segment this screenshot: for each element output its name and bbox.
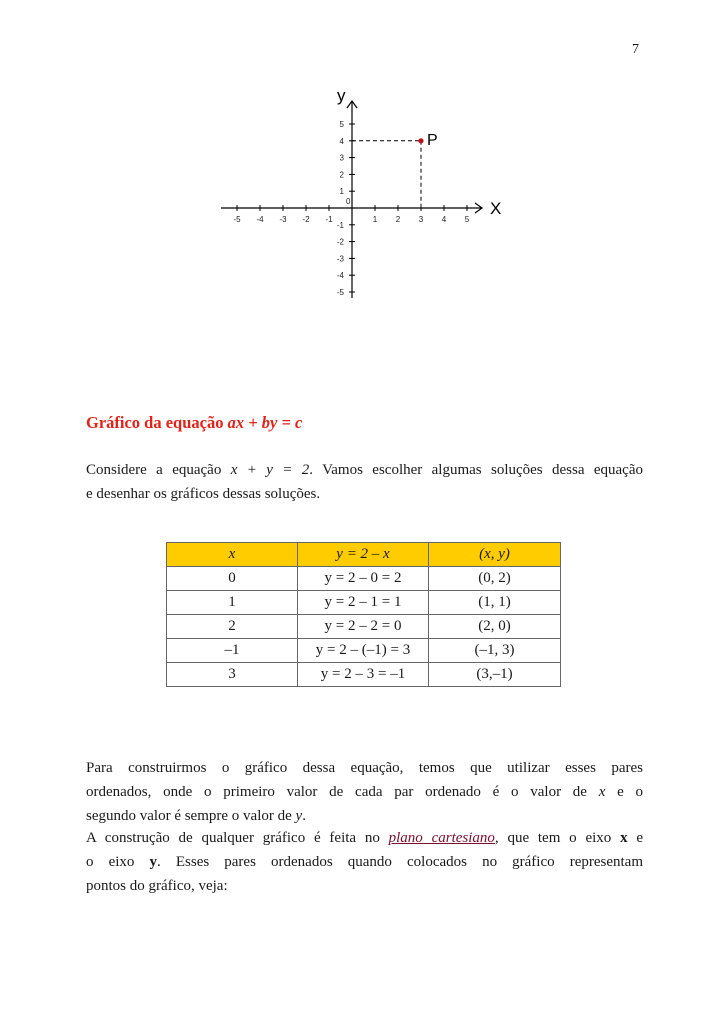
origin-label: 0 xyxy=(346,197,351,206)
x-tick-label: -2 xyxy=(302,215,310,224)
cell-x: 2 xyxy=(167,615,298,639)
cell-pair: (3,–1) xyxy=(429,663,561,687)
table-row xyxy=(167,591,561,615)
y-tick-label: 2 xyxy=(339,170,344,180)
table-header-row xyxy=(167,543,561,567)
x-tick-label: 5 xyxy=(464,215,470,224)
x-tick-label: 1 xyxy=(372,215,378,224)
x-tick-label: 3 xyxy=(418,215,424,224)
table-row xyxy=(167,567,561,591)
var-y: y xyxy=(295,808,303,824)
p3-text-b: , que tem o eixo xyxy=(494,830,621,846)
paragraph-cartesian-plane xyxy=(86,826,643,898)
p3-text-a: A construção de qualquer gráfico é feita no xyxy=(86,830,389,846)
cell-pair: (1, 1) xyxy=(429,591,561,615)
table-row xyxy=(167,615,561,639)
p3-text-d: o eixo xyxy=(86,854,150,870)
y-tick-label: 5 xyxy=(339,120,344,129)
header-x: x xyxy=(167,543,298,567)
solutions-table xyxy=(166,542,561,687)
p3-text-e: . Esses pares ordenados quando colocados no gráfico representam xyxy=(157,854,644,870)
p2-text-d: . xyxy=(302,808,306,824)
x-tick-label: -5 xyxy=(233,215,241,224)
intro-line-2: e desenhar os gráficos dessas soluções. xyxy=(86,486,321,502)
p2-text-a: ordenados, onde o primeiro valor de cada par ordenado é o valor de xyxy=(86,784,599,800)
y-axis-label: y xyxy=(337,86,346,105)
x-tick-label: 2 xyxy=(395,215,401,224)
cell-x: 1 xyxy=(167,591,298,615)
cell-formula: y = 2 – 2 = 0 xyxy=(298,615,429,639)
y-tick-label: 3 xyxy=(339,153,344,163)
var-x: x xyxy=(598,784,606,800)
p2-text-c: segundo valor é sempre o valor de xyxy=(86,808,296,824)
page-number: 7 xyxy=(632,42,639,57)
cell-x: 3 xyxy=(167,663,298,687)
heading-prefix: Gráfico da equação xyxy=(86,413,228,432)
x-tick-label: -1 xyxy=(325,215,333,224)
y-tick-label: -1 xyxy=(336,220,344,230)
cell-formula: y = 2 – 1 = 1 xyxy=(298,591,429,615)
y-tick-label: -2 xyxy=(336,237,344,247)
x-axis-label: X xyxy=(490,199,502,218)
p3-line-2 xyxy=(86,850,643,874)
intro-line-1 xyxy=(86,458,643,482)
cell-x: 0 xyxy=(167,567,298,591)
intro-text-a: Considere a equação xyxy=(86,462,231,478)
cartesian-figure xyxy=(219,86,510,312)
header-formula: y = 2 – x xyxy=(298,543,429,567)
cell-x: –1 xyxy=(167,639,298,663)
paragraph-ordered-pairs xyxy=(86,756,643,828)
x-tick-label: 4 xyxy=(441,215,447,224)
cell-formula: y = 2 – 3 = –1 xyxy=(298,663,429,687)
cell-formula: y = 2 – (–1) = 3 xyxy=(298,639,429,663)
bold-x: x xyxy=(620,830,628,846)
cell-formula: y = 2 – 0 = 2 xyxy=(298,567,429,591)
y-tick-label: -3 xyxy=(336,254,344,264)
table-row xyxy=(167,663,561,687)
intro-paragraph xyxy=(86,458,643,506)
heading-equation: ax + by = c xyxy=(227,413,303,432)
cell-pair: (2, 0) xyxy=(429,615,561,639)
p3-text-c: e xyxy=(627,830,644,846)
plano-cartesiano-link[interactable]: plano cartesiano xyxy=(388,830,495,846)
p3-line-3: pontos do gráfico, veja: xyxy=(86,878,228,894)
p2-line-2 xyxy=(86,780,643,804)
p2-line-3 xyxy=(86,804,643,828)
section-heading xyxy=(86,413,302,433)
x-tick-label: -3 xyxy=(279,215,287,224)
intro-text-b: . Vamos escolher algumas soluções dessa equação xyxy=(309,462,644,478)
cell-pair: (0, 2) xyxy=(429,567,561,591)
intro-equation: x + y = 2 xyxy=(230,462,310,478)
cartesian-plane xyxy=(219,86,510,312)
y-tick-label: -4 xyxy=(336,271,344,281)
cell-pair: (–1, 3) xyxy=(429,639,561,663)
point-marker xyxy=(418,138,423,143)
y-tick-label: -5 xyxy=(336,288,344,297)
y-tick-label: 1 xyxy=(339,187,344,197)
p2-text-b: e o xyxy=(605,784,643,800)
bold-y: y xyxy=(149,854,158,870)
header-pair: (x, y) xyxy=(429,543,561,567)
p3-line-1 xyxy=(86,826,643,850)
y-tick-label: 4 xyxy=(339,136,344,146)
p2-line-1: Para construirmos o gráfico dessa equação, temos que utilizar esses pares xyxy=(86,760,643,776)
point-label: P xyxy=(427,131,438,149)
x-tick-label: -4 xyxy=(256,215,264,224)
table-row xyxy=(167,639,561,663)
